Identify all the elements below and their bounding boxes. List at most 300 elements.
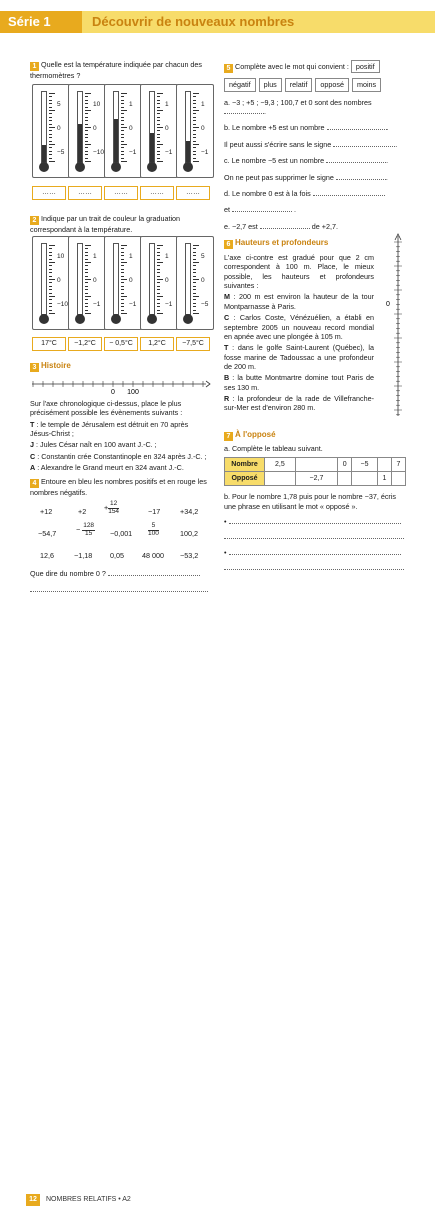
tick bbox=[85, 141, 88, 142]
tick bbox=[121, 313, 127, 314]
tick bbox=[85, 310, 88, 311]
temperature-label: 17°C bbox=[32, 337, 66, 351]
tick bbox=[85, 306, 88, 307]
exercise-7-b: b. Pour le nombre 1,78 puis pour le nombre −37, écris une phrase en utilisant le mot « opposé ». bbox=[224, 492, 396, 511]
word-box: positif bbox=[351, 60, 380, 73]
tick bbox=[121, 124, 124, 125]
thermometer-tube bbox=[113, 243, 119, 315]
scale-label: −5 bbox=[57, 149, 65, 156]
tick bbox=[121, 96, 124, 97]
answer-box[interactable]: …… bbox=[176, 186, 210, 200]
number-item[interactable]: +2 bbox=[78, 507, 87, 517]
answer-box[interactable]: …… bbox=[140, 186, 174, 200]
list-item: M : 200 m est environ la hauteur de la tour Montparnasse à Paris. bbox=[224, 292, 374, 311]
number-grid bbox=[30, 501, 210, 563]
line-a: a. −3 ; +5 ; −9,3 ; 100,7 et 0 sont des nombres . bbox=[224, 97, 372, 117]
tick bbox=[49, 265, 52, 266]
number-item[interactable]: +12 bbox=[40, 507, 53, 517]
tick bbox=[193, 313, 199, 314]
tick bbox=[157, 103, 160, 104]
scale-label: 10 bbox=[57, 253, 65, 260]
tick bbox=[49, 245, 55, 246]
scale-label: 1 bbox=[129, 253, 133, 260]
table-cell[interactable]: 7 bbox=[391, 458, 405, 472]
answer-line[interactable] bbox=[30, 591, 208, 592]
tick bbox=[85, 161, 91, 162]
scale-label: 0 bbox=[129, 277, 133, 284]
thermometer[interactable] bbox=[104, 236, 142, 330]
number-item[interactable]: 12,6 bbox=[40, 551, 54, 561]
tick bbox=[157, 296, 163, 297]
scale-label: 5 bbox=[57, 101, 61, 108]
tick bbox=[85, 276, 88, 277]
tick bbox=[193, 269, 196, 270]
opposite-table bbox=[224, 457, 406, 486]
word-box: plus bbox=[259, 78, 282, 91]
tick bbox=[157, 299, 160, 300]
tick bbox=[49, 259, 52, 260]
tick bbox=[157, 158, 160, 159]
tick bbox=[157, 306, 160, 307]
tick bbox=[49, 161, 55, 162]
tick bbox=[193, 103, 196, 104]
tick bbox=[85, 120, 88, 121]
tick bbox=[157, 272, 160, 273]
tick bbox=[193, 130, 196, 131]
tick bbox=[193, 158, 196, 159]
tick bbox=[49, 299, 52, 300]
tick bbox=[193, 286, 196, 287]
table-cell[interactable]: −2,7 bbox=[295, 472, 337, 486]
thermometer-bulb bbox=[39, 162, 49, 172]
exercise-6 bbox=[224, 238, 374, 413]
tick bbox=[85, 110, 91, 111]
word-box: moins bbox=[352, 78, 381, 91]
axis-label-100: 100 bbox=[127, 389, 139, 396]
tick bbox=[157, 110, 163, 111]
exercise-number: 1 bbox=[30, 62, 39, 71]
thermometer-tube bbox=[41, 91, 47, 163]
tick bbox=[193, 279, 199, 280]
tick bbox=[49, 154, 52, 155]
tick bbox=[121, 158, 124, 159]
tick bbox=[49, 293, 52, 294]
tick bbox=[157, 151, 160, 152]
axis-label-0: 0 bbox=[111, 389, 115, 396]
tick bbox=[121, 303, 124, 304]
tick bbox=[193, 289, 196, 290]
tick bbox=[121, 154, 124, 155]
tick bbox=[85, 151, 88, 152]
answer-box[interactable]: …… bbox=[68, 186, 102, 200]
tick bbox=[121, 282, 124, 283]
thermometer[interactable] bbox=[68, 84, 106, 178]
tick bbox=[85, 259, 88, 260]
number-item[interactable]: 0,05 bbox=[110, 551, 124, 561]
tick bbox=[49, 113, 52, 114]
list-item: B : la butte Montmartre domine tout Paris de ses 130 m. bbox=[224, 373, 374, 392]
tick bbox=[85, 113, 88, 114]
word-box: opposé bbox=[315, 78, 349, 91]
table-cell[interactable]: 0 bbox=[338, 458, 352, 472]
tick bbox=[157, 141, 160, 142]
tick bbox=[157, 286, 160, 287]
tick bbox=[121, 117, 124, 118]
tick bbox=[121, 151, 124, 152]
tick bbox=[85, 134, 88, 135]
page-number: 12 bbox=[26, 1194, 40, 1206]
tick bbox=[121, 127, 127, 128]
tick bbox=[193, 293, 196, 294]
tick bbox=[157, 289, 160, 290]
tick bbox=[49, 120, 52, 121]
exercise-4-text: Entoure en bleu les nombres positifs et en rouge les nombres négatifs. bbox=[30, 477, 207, 497]
tick bbox=[85, 93, 91, 94]
footer-text: NOMBRES RELATIFS • A2 bbox=[46, 1196, 131, 1203]
table-cell[interactable]: 2,5 bbox=[265, 458, 296, 472]
number-item[interactable]: 100,2 bbox=[180, 529, 198, 539]
tick bbox=[121, 144, 127, 145]
tick bbox=[49, 117, 52, 118]
thermometer-fill bbox=[114, 119, 118, 162]
tick bbox=[85, 100, 88, 101]
tick bbox=[49, 269, 52, 270]
tick bbox=[193, 127, 199, 128]
thermometer-bulb bbox=[147, 314, 157, 324]
scale-label: −1 bbox=[165, 301, 173, 308]
scale-label: −1 bbox=[129, 301, 137, 308]
tick bbox=[49, 303, 52, 304]
tick bbox=[121, 310, 124, 311]
scale-label: −1 bbox=[165, 149, 173, 156]
timeline-axis[interactable] bbox=[30, 374, 210, 396]
tick bbox=[157, 154, 160, 155]
tick bbox=[49, 310, 52, 311]
zero-question: Que dire du nombre 0 ? bbox=[30, 569, 210, 578]
thermometer[interactable] bbox=[32, 84, 70, 178]
tick bbox=[193, 154, 196, 155]
tick bbox=[49, 134, 52, 135]
answer-line[interactable] bbox=[229, 523, 401, 524]
number-item[interactable]: −54,7 bbox=[38, 529, 57, 539]
word-box: négatif bbox=[224, 78, 256, 91]
tick bbox=[157, 134, 160, 135]
thermometer-tube bbox=[185, 91, 191, 163]
answer-box[interactable]: …… bbox=[32, 186, 66, 200]
tick bbox=[193, 161, 199, 162]
tick bbox=[193, 296, 199, 297]
number-item[interactable]: −1,18 bbox=[74, 551, 93, 561]
tick bbox=[85, 279, 91, 280]
thermometer[interactable] bbox=[176, 236, 214, 330]
line-b: b. Le nombre +5 est un nombre . bbox=[224, 123, 389, 133]
tick bbox=[121, 269, 124, 270]
tick bbox=[49, 279, 55, 280]
number-item[interactable]: −53,2 bbox=[180, 551, 199, 561]
tick bbox=[85, 255, 88, 256]
tick bbox=[121, 262, 127, 263]
exercise-7-a: a. Complète le tableau suivant. bbox=[224, 444, 323, 453]
tick bbox=[49, 141, 52, 142]
tick bbox=[121, 147, 124, 148]
row-header: Opposé bbox=[225, 472, 265, 486]
scale-label: 1 bbox=[165, 253, 169, 260]
tick bbox=[121, 252, 124, 253]
tick bbox=[157, 113, 160, 114]
thermometer-bulb bbox=[75, 162, 85, 172]
table-cell[interactable] bbox=[338, 472, 352, 486]
tick bbox=[121, 299, 124, 300]
tick bbox=[193, 141, 196, 142]
tick bbox=[193, 282, 196, 283]
tick bbox=[157, 137, 160, 138]
depth-axis[interactable] bbox=[380, 232, 406, 418]
tick bbox=[85, 137, 88, 138]
table-cell[interactable] bbox=[295, 458, 337, 472]
scale-label: 0 bbox=[57, 277, 61, 284]
thermometer[interactable] bbox=[140, 236, 178, 330]
table-cell[interactable] bbox=[265, 472, 296, 486]
tick bbox=[121, 245, 127, 246]
number-item[interactable]: −17 bbox=[148, 507, 161, 517]
table-cell[interactable] bbox=[377, 458, 391, 472]
answer-line[interactable] bbox=[229, 554, 401, 555]
footer bbox=[0, 594, 435, 1203]
tick bbox=[157, 130, 160, 131]
scale-label: −5 bbox=[201, 301, 209, 308]
scale-label: −1 bbox=[93, 301, 101, 308]
word-box: relatif bbox=[285, 78, 313, 91]
tick bbox=[121, 286, 124, 287]
tick bbox=[193, 262, 199, 263]
tick bbox=[193, 276, 196, 277]
tick bbox=[157, 161, 163, 162]
tick bbox=[157, 313, 163, 314]
scale-label: 0 bbox=[201, 125, 205, 132]
exercise-5-text: Complète avec le mot qui convient : bbox=[235, 62, 349, 71]
line-c2: On ne peut pas supprimer le signe . bbox=[224, 172, 388, 182]
tick bbox=[157, 303, 160, 304]
number-item[interactable]: 48 000 bbox=[142, 551, 164, 561]
tick bbox=[49, 313, 55, 314]
scale-label: −10 bbox=[57, 301, 69, 308]
exercise-6-title: Hauteurs et profondeurs bbox=[235, 238, 329, 247]
tick bbox=[49, 124, 52, 125]
thermometer-fill bbox=[42, 145, 46, 163]
tick bbox=[157, 262, 163, 263]
scale-label: 0 bbox=[57, 125, 61, 132]
number-item[interactable]: −0,001 bbox=[110, 529, 133, 539]
tick bbox=[157, 124, 160, 125]
table-cell[interactable] bbox=[352, 472, 378, 486]
tick bbox=[157, 255, 160, 256]
tick bbox=[49, 276, 52, 277]
serie-label: Série 1 bbox=[0, 11, 82, 33]
exercise-6-intro: L'axe ci-contre est gradué pour que 2 cm correspondent à 100 m. Place, le mieux possible, les hauteurs et profondeurs suivantes : bbox=[224, 253, 374, 291]
exercise-3-intro: Sur l'axe chronologique ci-dessus, place le plus précisément possible les évènements suivants : bbox=[30, 399, 183, 418]
tick bbox=[193, 96, 196, 97]
tick bbox=[49, 282, 52, 283]
scale-label: 1 bbox=[165, 101, 169, 108]
tick bbox=[193, 107, 196, 108]
tick bbox=[157, 100, 160, 101]
number-item[interactable]: + $\frac{12}{154}$ bbox=[104, 500, 120, 515]
exercise-1 bbox=[30, 60, 210, 80]
tick bbox=[49, 96, 52, 97]
scale-label: 0 bbox=[201, 277, 205, 284]
line-e: e. −2,7 est de +2,7. bbox=[224, 221, 338, 231]
tick bbox=[157, 269, 160, 270]
list-item: J : Jules César naît en 100 avant J.-C. ; bbox=[30, 440, 157, 450]
answer-box[interactable]: …… bbox=[104, 186, 138, 200]
list-item: C : Carlos Coste, Vénézuélien, a établi en septembre 2005 un nouveau record mondial en apnée avec une plongée à 105 m. bbox=[224, 313, 374, 341]
thermometer-tube bbox=[149, 243, 155, 315]
tick bbox=[85, 117, 88, 118]
tick bbox=[121, 279, 127, 280]
temperature-label: −7,5°C bbox=[176, 337, 210, 351]
line-d2: et . bbox=[224, 205, 296, 215]
list-item: A : Alexandre le Grand meurt en 324 avant J.-C. bbox=[30, 463, 184, 473]
tick bbox=[193, 255, 196, 256]
thermometer[interactable] bbox=[32, 236, 70, 330]
thermometer-bulb bbox=[75, 314, 85, 324]
tick bbox=[85, 144, 91, 145]
tick bbox=[49, 262, 55, 263]
tick bbox=[49, 286, 52, 287]
tick bbox=[193, 151, 196, 152]
tick bbox=[49, 110, 55, 111]
tick bbox=[121, 141, 124, 142]
exercise-number: 6 bbox=[224, 240, 233, 249]
exercise-2 bbox=[30, 214, 210, 234]
number-item[interactable]: $\frac{5}{100}$ bbox=[148, 522, 159, 537]
temperature-label: 1,2°C bbox=[140, 337, 174, 351]
tick bbox=[49, 144, 55, 145]
thermometer-fill bbox=[150, 133, 154, 162]
thermometer-tube bbox=[185, 243, 191, 315]
tick bbox=[157, 252, 160, 253]
tick bbox=[121, 113, 124, 114]
tick bbox=[157, 127, 163, 128]
tick bbox=[121, 130, 124, 131]
exercise-number: 7 bbox=[224, 432, 233, 441]
exercise-4 bbox=[30, 477, 210, 594]
thermometer[interactable] bbox=[176, 84, 214, 178]
tick bbox=[121, 296, 127, 297]
tick bbox=[85, 289, 88, 290]
tick bbox=[121, 134, 124, 135]
scale-label: −1 bbox=[201, 149, 209, 156]
list-item: R : la profondeur de la rade de Villefranche-sur-Mer est d'environ 280 m. bbox=[224, 394, 374, 413]
thermometer-tube bbox=[77, 91, 83, 163]
scale-label: −1 bbox=[129, 149, 137, 156]
tick bbox=[85, 272, 88, 273]
thermometer[interactable] bbox=[68, 236, 106, 330]
exercise-3-title: Histoire bbox=[41, 361, 71, 370]
tick bbox=[49, 289, 52, 290]
thermometer-bulb bbox=[183, 162, 193, 172]
answer-line[interactable] bbox=[224, 569, 404, 570]
tick bbox=[49, 306, 52, 307]
table-row bbox=[225, 458, 406, 472]
exercise-5 bbox=[224, 60, 406, 231]
tick bbox=[49, 252, 52, 253]
tick bbox=[49, 255, 52, 256]
answer-line[interactable] bbox=[224, 538, 404, 539]
thermometer-bulb bbox=[111, 162, 121, 172]
exercise-number: 3 bbox=[30, 363, 39, 372]
tick bbox=[85, 262, 91, 263]
tick bbox=[85, 147, 88, 148]
tick bbox=[85, 127, 91, 128]
tick bbox=[121, 276, 124, 277]
exercise-3 bbox=[30, 361, 210, 473]
table-cell[interactable] bbox=[391, 472, 405, 486]
tick bbox=[157, 279, 163, 280]
list-item: T : le temple de Jérusalem est détruit en 70 après Jésus-Christ ; bbox=[30, 419, 189, 439]
scale-label: 0 bbox=[93, 277, 97, 284]
table-cell[interactable]: −5 bbox=[352, 458, 378, 472]
tick bbox=[193, 299, 196, 300]
table-cell[interactable]: 1 bbox=[377, 472, 391, 486]
tick bbox=[85, 282, 88, 283]
scale-label: 0 bbox=[165, 277, 169, 284]
header bbox=[0, 0, 435, 44]
tick bbox=[157, 144, 163, 145]
tick bbox=[193, 259, 196, 260]
answer-line[interactable] bbox=[108, 575, 200, 576]
number-item[interactable]: − $\frac{128}{15}$ bbox=[76, 522, 95, 537]
tick bbox=[157, 147, 160, 148]
thermometer-bulb bbox=[39, 314, 49, 324]
thermometer[interactable] bbox=[140, 84, 178, 178]
page-title: Découvrir de nouveaux nombres bbox=[92, 14, 295, 29]
scale-label: 5 bbox=[201, 253, 205, 260]
tick bbox=[157, 96, 160, 97]
tick bbox=[121, 293, 124, 294]
tick bbox=[193, 117, 196, 118]
thermometer-bulb bbox=[183, 314, 193, 324]
tick bbox=[121, 289, 124, 290]
exercise-7: 7 À l'opposé a. Complète le tableau suivant. Nombre 2,5 0 −5 7 Opposé −2,7 1 b. Pour le nombre 1,78 puis pour le nombre −37, écris une phrase en utilisant le mot « opposé ». • • bbox=[224, 430, 406, 573]
tick bbox=[193, 134, 196, 135]
number-item[interactable]: +34,2 bbox=[180, 507, 199, 517]
temperature-label: − 0,5°C bbox=[104, 337, 138, 351]
tick bbox=[157, 107, 160, 108]
tick bbox=[193, 265, 196, 266]
tick bbox=[121, 110, 127, 111]
tick bbox=[85, 245, 91, 246]
scale-label: 10 bbox=[93, 101, 101, 108]
tick bbox=[157, 282, 160, 283]
tick bbox=[193, 110, 199, 111]
tick bbox=[193, 303, 196, 304]
exercise-2-text: Indique par un trait de couleur la graduation correspondant à la température. bbox=[30, 214, 181, 234]
tick bbox=[85, 303, 88, 304]
tick bbox=[121, 103, 124, 104]
tick bbox=[193, 310, 196, 311]
scale-label: 0 bbox=[93, 125, 97, 132]
tick bbox=[49, 130, 52, 131]
tick bbox=[85, 103, 88, 104]
tick bbox=[85, 154, 88, 155]
thermometer[interactable] bbox=[104, 84, 142, 178]
tick bbox=[85, 265, 88, 266]
tick bbox=[85, 158, 88, 159]
tick bbox=[85, 299, 88, 300]
tick bbox=[121, 161, 127, 162]
tick bbox=[121, 306, 124, 307]
